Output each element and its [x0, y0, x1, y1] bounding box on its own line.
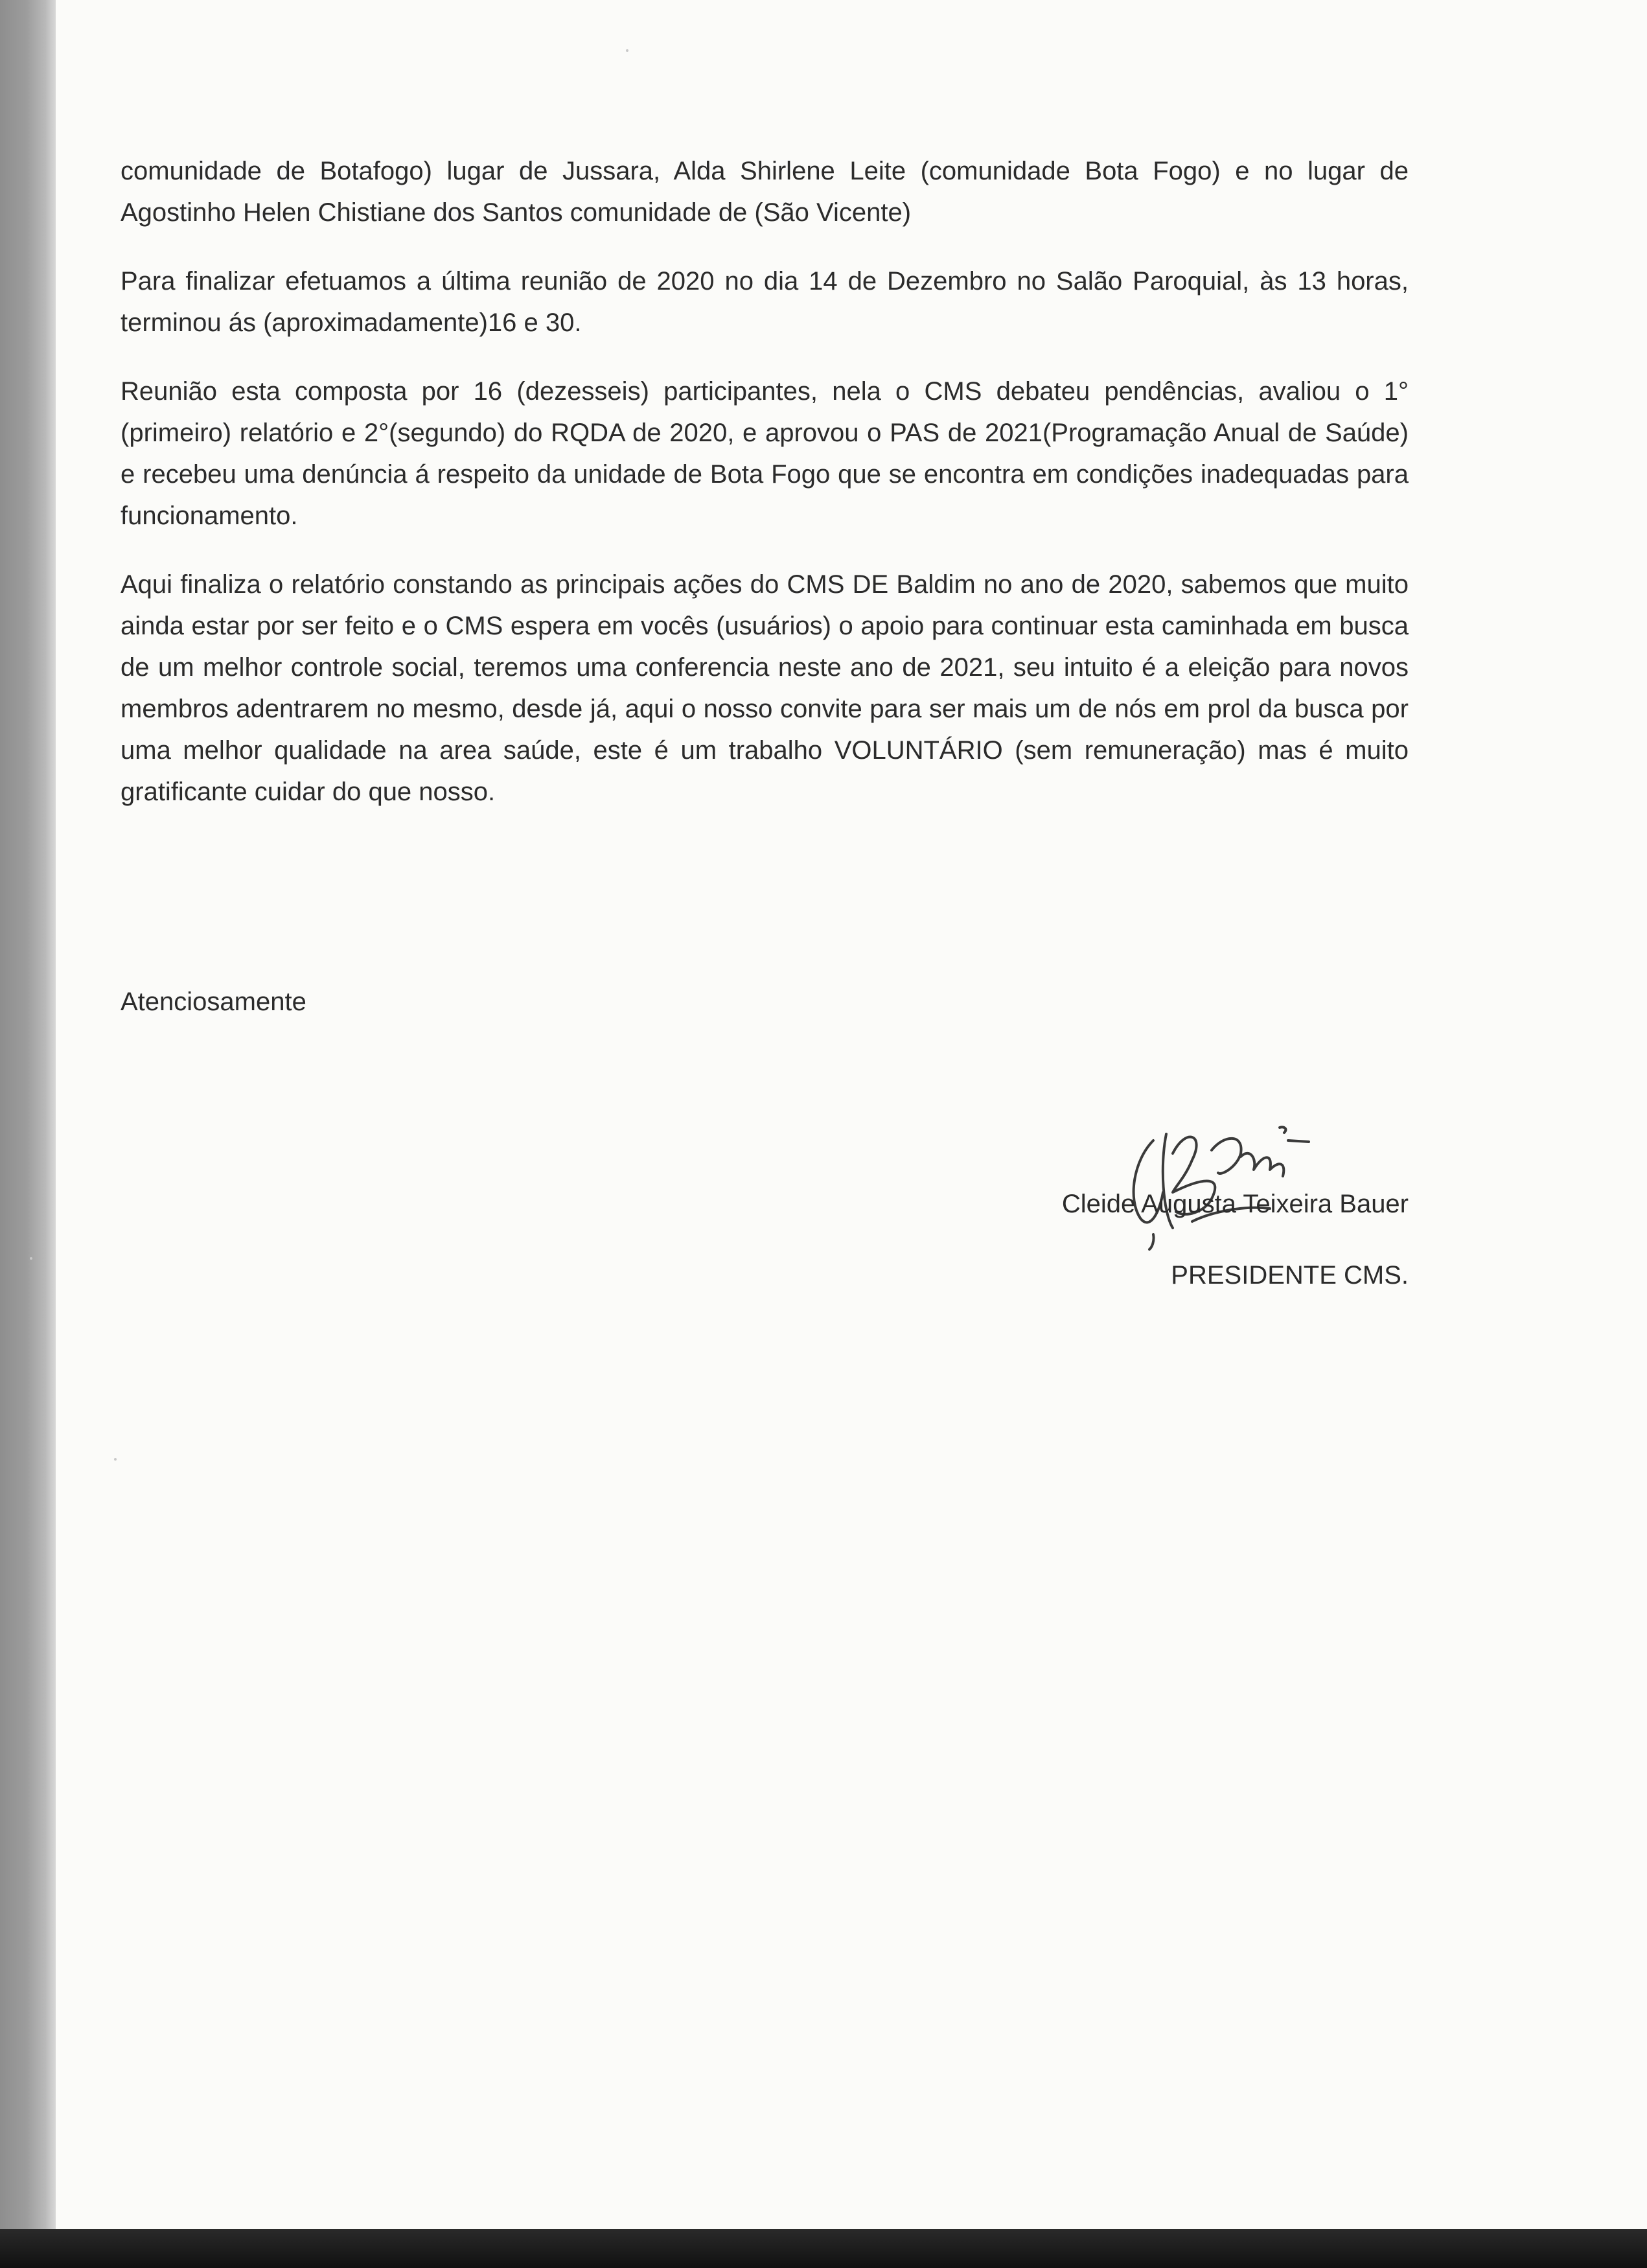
paragraph-conclusion: Aqui finaliza o relatório constando as principais ações do CMS DE Baldim no ano de 2020, sabemos que muito ainda estar por ser feito e o CMS espera em vocês (usuários) o apoio para continuar esta caminhada em busca de um melhor controle social, teremos uma conferencia neste ano de 2021, seu intuito é a eleição para novos membros adentrarem no mesmo, desde já, aqui o nosso convite para ser mais um de nós em prol da busca por uma melhor qualidade na area saúde, este é um trabalho VOLUNTÁRIO (sem remuneração) mas é muito gratificante cuidar do que nosso.: [121, 570, 1409, 806]
paragraph-last-meeting: Para finalizar efetuamos a última reunião de 2020 no dia 14 de Dezembro no Salão Paroquial, às 13 horas, terminou ás (aproximadamente)16 e 30.: [121, 267, 1409, 337]
paragraph-meeting-details: Reunião esta composta por 16 (dezesseis) participantes, nela o CMS debateu pendências, avaliou o 1°(primeiro) relatório e 2°(segundo) do RQDA de 2020, e aprovou o PAS de 2021(Programação Anual de Saúde) e recebeu uma denúncia á respeito da unidade de Bota Fogo que se encontra em condições inadequadas para funcionamento.: [121, 377, 1409, 530]
signatory-title: PRESIDENTE CMS.: [1171, 1261, 1409, 1290]
scan-bottom-edge: [0, 2229, 1647, 2268]
scan-speck: [114, 1458, 117, 1461]
document-body: [121, 150, 1409, 840]
signatory-name: Cleide Augusta Teixeira Bauer: [1061, 1190, 1409, 1218]
scan-speck: [30, 1257, 32, 1260]
closing-salutation: Atenciosamente: [121, 988, 306, 1016]
scan-left-edge: [0, 0, 56, 2229]
scan-speck: [626, 49, 628, 52]
signature-block: [1062, 1183, 1409, 1326]
paragraph-members-replacement: comunidade de Botafogo) lugar de Jussara, Alda Shirlene Leite (comunidade Bota Fogo) e no lugar de Agostinho Helen Chistiane dos Santos comunidade de (São Vicente): [121, 157, 1409, 227]
